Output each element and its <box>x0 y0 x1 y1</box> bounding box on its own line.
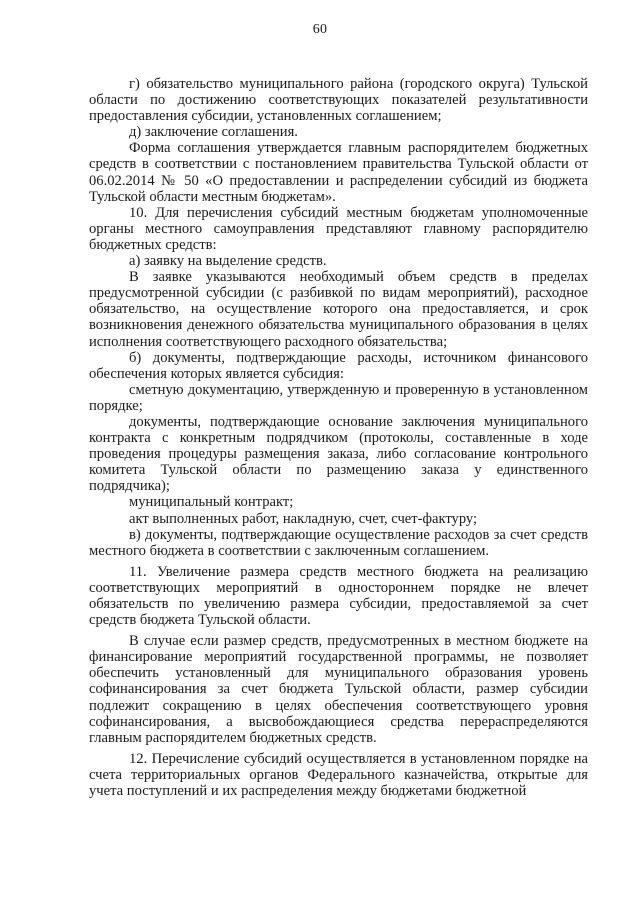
paragraph-item-10: 10. Для перечисления субсидий местным бюджетам уполномоченные органы местного самоуправления представляют главному распорядителю бюджетных средств: <box>89 204 588 253</box>
paragraph-commitment: г) обязательство муниципального района (городского округа) Тульской области по достижению соответствующих показателей результативности предоставления субсидии, установленных соглашением; <box>89 76 588 125</box>
page-number: 60 <box>312 22 328 37</box>
paragraph-estimate: сметную документацию, утвержденную и проверенную в установленном порядке; <box>89 381 588 414</box>
paragraph-agreement: д) заключение соглашения. <box>129 124 298 141</box>
paragraph-municipal-contract: муниципальный контракт; <box>129 494 294 511</box>
paragraph-agreement-form: Форма соглашения утверждается главным распорядителем бюджетных средств в соответствии с постановлением правительства Тульской области от 06.02.2014 № 50 «О предоставлении и распределении субсидий из бюджета Тульской области местным бюджетам». <box>89 140 588 205</box>
paragraph-documents: б) документы, подтверждающие расходы, источником финансового обеспечения которых является субсидия: <box>89 349 588 382</box>
document-body <box>89 76 588 799</box>
paragraph-cofinancing: В случае если размер средств, предусмотренных в местном бюджете на финансирование мероприятий государственной программы, не позволяет обеспечить установленный для муниципального образования уровень софинансирования за счет бюджета Тульской области, размер субсидии подлежит сокращению в целях обеспечения соответствующего уровня софинансирования, а высвобождающиеся средства перераспределяются главным распорядителем бюджетных средств. <box>89 633 588 746</box>
paragraph-request: а) заявку на выделение средств. <box>129 253 327 270</box>
paragraph-item-11: 11. Увеличение размера средств местного бюджета на реализацию соответствующих мероприятий в одностороннем порядке не влечет обязательств по увеличению размера субсидии, предоставляемой за счет средств бюджета Тульской области. <box>89 563 588 629</box>
paragraph-expense-docs: в) документы, подтверждающие осуществление расходов за счет средств местного бюджета в соответствии с заключенным соглашением. <box>89 526 588 559</box>
paragraph-contract-basis: документы, подтверждающие основание заключения муниципального контракта с конкретным подрядчиком (протоколы, составленные в ходе проведения процедуры размещения заказа, либо согласование контрольного комитета Тульской области по размещению заказа у единственного подрядчика); <box>89 413 588 495</box>
paragraph-request-details: В заявке указываются необходимый объем средств в пределах предусмотренной субсидии (с разбивкой по видам мероприятий), расходное обязательство, на осуществление которого она предоставляется, и срок возникновения денежного обязательства муниципального образования в целях исполнения соответствующего расходного обязательства; <box>89 269 588 350</box>
paragraph-item-12: 12. Перечисление субсидий осуществляется в установленном порядке на счета территориальных органов Федерального казначейства, открытые для учета поступлений и их распределения между бюджетами бюджетной <box>89 750 588 800</box>
paragraph-acts: акт выполненных работ, накладную, счет, счет-фактуру; <box>129 510 478 527</box>
